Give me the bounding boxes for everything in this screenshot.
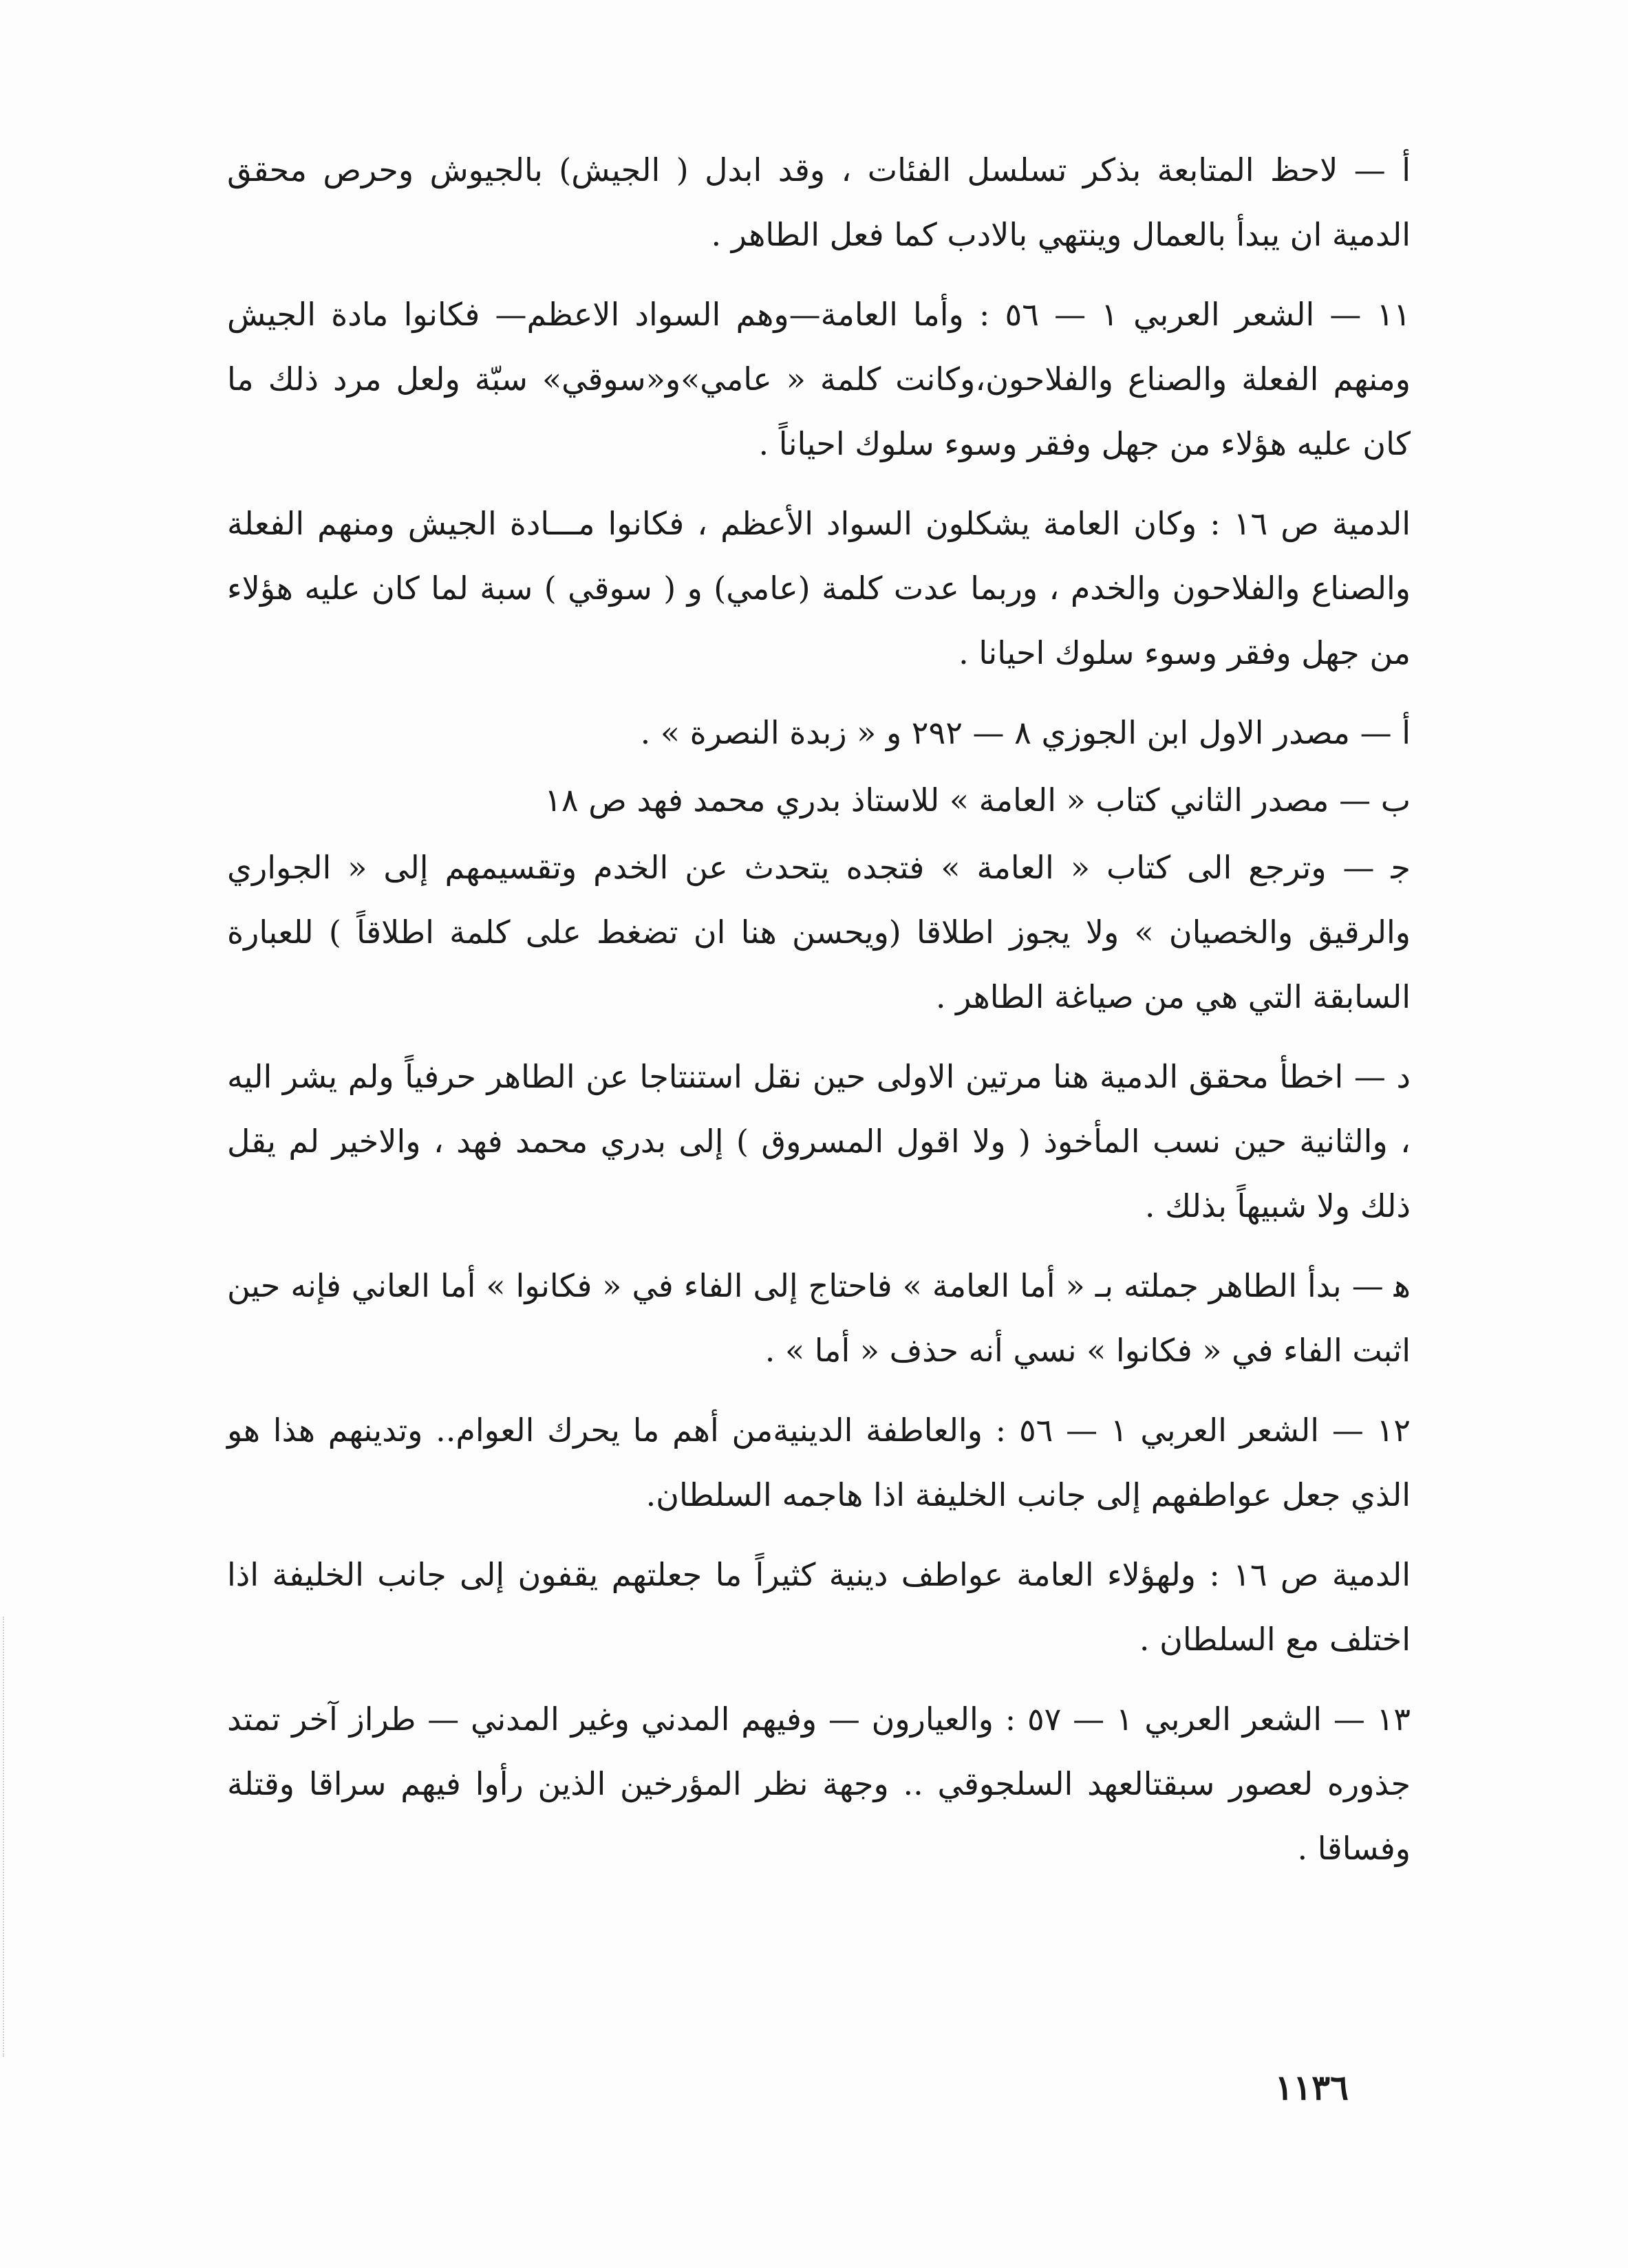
paragraph-note-dal: د — اخطأ محقق الدمية هنا مرتين الاولى حين نقل استنتاجا عن الطاهر حرفياً ولم يشر اليه ، والثانية حين نسب المأخوذ ( ولا اقول المسروق ) إلى بدري محمد فهد ، والاخير لم يقل ذلك ولا شبيهاً بذلك .	[227, 1058, 1411, 1224]
paragraph-dumya-16-b: الدمية ص ١٦ : ولهؤلاء العامة عواطف دينية كثيراً ما جعلتهم يقفون إلى جانب الخليفة اذا اختلف مع السلطان .	[227, 1556, 1411, 1658]
paragraph-item-12: ١٢ — الشعر العربي ١ — ٥٦ : والعاطفة الدينيةمن أهم ما يحرك العوام.. وتدينهم هذا هو الذي جعل عواطفهم إلى جانب الخليفة اذا هاجمه السلطان.	[227, 1412, 1411, 1513]
body-text	[227, 138, 1411, 1896]
paragraph-note-a: أ — لاحظ المتابعة بذكر تسلسل الفئات ، وقد ابدل ( الجيش) بالجيوش وحرص محقق الدمية ان يبدأ بالعمال وينتهي بالادب كما فعل الطاهر .	[227, 151, 1411, 253]
paragraph-note-ha: ﻫ — بدأ الطاهر جملته بـ « أما العامة » فاحتاج إلى الفاء في « فكانوا » أما العاني فإنه حين اثبت الفاء في « فكانوا » نسي أنه حذف « أما » .	[227, 1267, 1411, 1369]
paragraph-dumya-16-a: الدمية ص ١٦ : وكان العامة يشكلون السواد الأعظم ، فكانوا مـــادة الجيش ومنهم الفعلة والصناع والفلاحون والخدم ، وربما عدت كلمة (عامي) و ( سوقي ) سبة لما كان عليه هؤلاء من جهل وفقر وسوء سلوك احيانا .	[227, 505, 1411, 671]
page-number: ١١٣٦	[1274, 2067, 1349, 2108]
paragraph-source-first: أ — مصدر الاول ابن الجوزي ٨ — ٢٩٢ و « زبدة النصرة » .	[640, 714, 1411, 751]
paragraph-note-jim: ﺟ — وترجع الى كتاب « العامة » فتجده يتحدث عن الخدم وتقسيمهم إلى « الجواري والرقيق والخصيان » ولا يجوز اطلاقا (ويحسن هنا ان تضغط على كلمة اطلاقاً ) للعبارة السابقة التي هي من صياغة الطاهر .	[227, 849, 1411, 1015]
scan-edge-marks	[3, 1617, 6, 2057]
paragraph-item-11: ١١ — الشعر العربي ١ — ٥٦ : وأما العامة—وهم السواد الاعظم— فكانوا مادة الجيش ومنهم الفعلة والصناع والفلاحون،وكانت كلمة « عامي»و«سوقي» سبّة ولعل مرد ذلك ما كان عليه هؤلاء من جهل وفقر وسوء سلوك احياناً .	[227, 296, 1411, 462]
paragraph-item-13: ١٣ — الشعر العربي ١ — ٥٧ : والعيارون — وفيهم المدني وغير المدني — طراز آخر تمتد جذوره لعصور سبقتالعهد السلجوقي .. وجهة نظر المؤرخين الذين رأوا فيهم سراقا وقتلة وفساقا .	[227, 1700, 1411, 1867]
paragraph-source-second: ب — مصدر الثاني كتاب « العامة » للاستاذ بدري محمد فهد ص ١٨	[544, 781, 1411, 819]
